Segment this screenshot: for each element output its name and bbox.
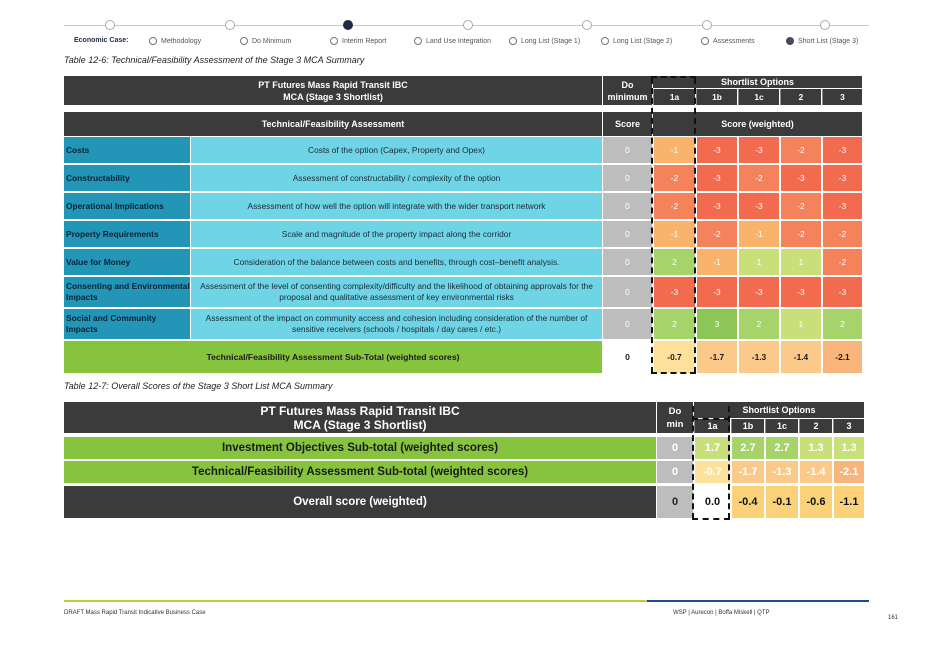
footer-authors: WSP | Aurecon | Boffa Miskell | QTP — [673, 610, 770, 616]
weighted-score-1c: -1.3 — [765, 461, 798, 483]
nav-step-label: Methodology — [161, 37, 202, 45]
nav-step-long-list-1[interactable] — [509, 37, 580, 45]
weighted-score-3: -2.1 — [833, 461, 864, 483]
overall-score: 0 — [657, 486, 693, 518]
weighted-score-1b: -3 — [696, 165, 737, 192]
nav-step-interim-report[interactable] — [330, 37, 386, 45]
nav-step-label: Long List (Stage 1) — [521, 37, 581, 45]
shortlist-header: Shortlist Options — [694, 402, 864, 418]
do-minimum-header — [657, 402, 693, 433]
subtotal-weighted-1c: -1.3 — [738, 341, 779, 373]
progress-dot[interactable] — [702, 20, 712, 30]
criterion-description: Scale and magnitude of the property impact along the corridor — [191, 221, 602, 248]
criterion-description: Assessment of the level of consenting complexity/difficulty and the likelihood of obtaining approvals for the proposal and qualitative assessment of key environmental risks — [191, 277, 602, 308]
do-minimum-header — [603, 76, 652, 105]
criterion-label: Social and Community Impacts — [64, 309, 190, 340]
page-number: 161 — [888, 615, 899, 621]
nav-step-label: Interim Report — [342, 37, 387, 45]
overall-label: Overall score (weighted) — [64, 486, 656, 518]
progress-dot-current[interactable] — [343, 20, 353, 30]
weighted-score-2: -2 — [780, 193, 821, 220]
progress-dot[interactable] — [820, 20, 830, 30]
highlight-column-1a — [692, 406, 730, 519]
weighted-score-1c: -3 — [738, 137, 779, 164]
nav-step-label: Short List (Stage 3) — [798, 37, 859, 45]
overall-weighted-1c: -0.1 — [765, 486, 798, 518]
option-header-1c: 1c — [738, 89, 779, 105]
subtotal-label: Technical/Feasibility Assessment Sub-Total (weighted scores) — [64, 341, 602, 373]
weighted-score-3: 2 — [822, 309, 862, 340]
weighted-score-2: -3 — [780, 165, 821, 192]
weighted-score-3: -2 — [822, 221, 862, 248]
weighted-score-2: 1.3 — [799, 437, 832, 459]
overall-weighted-2: -0.6 — [799, 486, 832, 518]
weighted-score-2: -2 — [780, 137, 821, 164]
radio-icon — [601, 37, 609, 45]
do-minimum-score: 0 — [603, 249, 652, 276]
nav-step-label: Long List (Stage 2) — [613, 37, 673, 45]
nav-step-long-list-2[interactable] — [601, 37, 672, 45]
weighted-score-1b: -1.7 — [731, 461, 764, 483]
weighted-score-2: -3 — [780, 277, 821, 308]
weighted-header: Score (weighted) — [653, 112, 862, 136]
weighted-score-1c: -3 — [738, 277, 779, 308]
weighted-score-1a: -2 — [653, 193, 695, 220]
table-caption: Table 12-6: Technical/Feasibility Assessment of the Stage 3 MCA Summary — [64, 55, 365, 65]
radio-icon — [240, 37, 248, 45]
option-header-1c: 1c — [765, 419, 798, 433]
radio-icon — [414, 37, 422, 45]
weighted-score-1c: 2 — [738, 309, 779, 340]
progress-dot[interactable] — [582, 20, 592, 30]
weighted-score-3: -3 — [822, 193, 862, 220]
nav-step-label: Land Use Integration — [426, 37, 491, 45]
header-line: min — [666, 419, 684, 430]
highlight-top — [692, 418, 730, 420]
weighted-score-1a: 1.7 — [694, 437, 730, 459]
do-minimum-score: 0 — [657, 437, 693, 459]
weighted-score-1a: -1 — [653, 221, 695, 248]
table-title — [64, 76, 602, 105]
criterion-description: Assessment of how well the option will integrate with the wider transport network — [191, 193, 602, 220]
do-minimum-score: 0 — [603, 277, 652, 308]
subtotal-weighted-1a: -0.7 — [653, 341, 695, 373]
do-minimum-score: 0 — [603, 221, 652, 248]
criterion-label: Operational Implications — [64, 193, 190, 220]
radio-filled-icon — [786, 37, 794, 45]
do-minimum-score: 0 — [603, 137, 652, 164]
criterion-description: Consideration of the balance between costs and benefits, through cost–benefit analysis. — [191, 249, 602, 276]
table-title-line: MCA (Stage 3 Shortlist) — [283, 92, 383, 102]
weighted-score-1a: 2 — [653, 249, 695, 276]
footer-rule — [64, 600, 647, 602]
weighted-score-1b: -3 — [696, 277, 737, 308]
weighted-score-3: 1.3 — [833, 437, 864, 459]
nav-step-methodology[interactable] — [149, 37, 201, 45]
weighted-score-1b: -3 — [696, 137, 737, 164]
criterion-label: Consenting and Environmental Impacts — [64, 277, 190, 308]
nav-step-land-use[interactable] — [414, 37, 491, 45]
overall-weighted-3: -1.1 — [833, 486, 864, 518]
shortlist-header: Shortlist Options — [653, 76, 862, 88]
progress-dot[interactable] — [225, 20, 235, 30]
weighted-score-1a: -1 — [653, 137, 695, 164]
radio-icon — [330, 37, 338, 45]
overall-weighted-1a: 0.0 — [694, 486, 730, 518]
option-header-2: 2 — [799, 419, 832, 433]
section-header: Technical/Feasibility Assessment — [64, 112, 602, 136]
weighted-score-1b: 2.7 — [731, 437, 764, 459]
option-header-3: 3 — [833, 419, 864, 433]
progress-dot[interactable] — [463, 20, 473, 30]
nav-label: Economic Case: — [74, 37, 129, 44]
subtotal-row-label: Technical/Feasibility Assessment Sub-total (weighted scores) — [64, 461, 656, 483]
do-minimum-score: 0 — [657, 461, 693, 483]
highlight-column-1a — [651, 78, 696, 373]
table-title-line: PT Futures Mass Rapid Transit IBC — [260, 404, 460, 418]
weighted-score-3: -3 — [822, 277, 862, 308]
weighted-score-2: 1 — [780, 309, 821, 340]
criterion-label: Property Requirements — [64, 221, 190, 248]
weighted-score-1b: -2 — [696, 221, 737, 248]
weighted-score-1a: -0.7 — [694, 461, 730, 483]
table-caption: Table 12-7: Overall Scores of the Stage 3 Short List MCA Summary — [64, 381, 333, 391]
nav-step-label: Do Minimum — [252, 37, 292, 45]
criterion-label: Costs — [64, 137, 190, 164]
criterion-description: Costs of the option (Capex, Property and Opex) — [191, 137, 602, 164]
radio-icon — [149, 37, 157, 45]
option-header-2: 2 — [780, 89, 821, 105]
weighted-score-3: -2 — [822, 249, 862, 276]
subtotal-weighted-2: -1.4 — [780, 341, 821, 373]
do-minimum-score: 0 — [603, 309, 652, 340]
weighted-score-1b: -3 — [696, 193, 737, 220]
weighted-score-1a: -2 — [653, 165, 695, 192]
criterion-label: Value for Money — [64, 249, 190, 276]
highlight-bottom — [651, 372, 696, 374]
footer-rule-accent — [647, 600, 869, 602]
header-line: minimum — [607, 92, 648, 102]
weighted-score-1c: -1 — [738, 221, 779, 248]
subtotal-score: 0 — [625, 352, 630, 362]
radio-icon — [701, 37, 709, 45]
header-line: Do — [621, 80, 634, 90]
option-header-3: 3 — [822, 89, 862, 105]
criterion-description: Assessment of the impact on community access and cohesion including consideration of the number of sensitive receivers (schools / hospitals / day cares / etc.) — [191, 309, 602, 340]
subtotal-weighted-1b: -1.7 — [696, 341, 737, 373]
weighted-score-1b: 3 — [696, 309, 737, 340]
weighted-score-1a: -3 — [653, 277, 695, 308]
table-title-line: MCA (Stage 3 Shortlist) — [293, 418, 427, 432]
criterion-description: Assessment of constructability / complexity of the option — [191, 165, 602, 192]
weighted-score-2: -1.4 — [799, 461, 832, 483]
weighted-score-1b: -1 — [696, 249, 737, 276]
weighted-score-2: 1 — [780, 249, 821, 276]
highlight-top — [651, 76, 696, 78]
weighted-score-1c: -2 — [738, 165, 779, 192]
weighted-score-2: -2 — [780, 221, 821, 248]
nav-step-label: Assessments — [713, 37, 755, 45]
weighted-score-1c: -3 — [738, 193, 779, 220]
criterion-label: Constructability — [64, 165, 190, 192]
option-header-1b: 1b — [731, 419, 764, 433]
footer-document-title: DRAFT Mass Rapid Transit Indicative Business Case — [64, 610, 206, 616]
weighted-score-1a: 2 — [653, 309, 695, 340]
highlight-bottom — [692, 518, 730, 520]
option-header-1b: 1b — [696, 89, 737, 105]
radio-icon — [509, 37, 517, 45]
weighted-score-3: -3 — [822, 165, 862, 192]
progress-dot[interactable] — [105, 20, 115, 30]
nav-step-short-list-3[interactable] — [786, 37, 858, 45]
subtotal-weighted-3: -2.1 — [822, 341, 862, 373]
weighted-score-3: -3 — [822, 137, 862, 164]
option-header-1a: 1a — [694, 419, 730, 433]
weighted-score-1c: 2.7 — [765, 437, 798, 459]
do-minimum-score: 0 — [603, 193, 652, 220]
option-header-1a: 1a — [653, 89, 695, 105]
overall-weighted-1b: -0.4 — [731, 486, 764, 518]
do-minimum-score: 0 — [603, 165, 652, 192]
header-line: Do — [668, 406, 682, 417]
subtotal-row-label: Investment Objectives Sub-total (weighted scores) — [64, 437, 656, 459]
score-header: Score — [603, 112, 652, 136]
table-title-line: PT Futures Mass Rapid Transit IBC — [258, 80, 408, 90]
table-title — [64, 402, 656, 433]
weighted-score-1c: 1 — [738, 249, 779, 276]
nav-step-do-minimum[interactable] — [240, 37, 291, 45]
nav-step-assessments[interactable] — [701, 37, 755, 45]
